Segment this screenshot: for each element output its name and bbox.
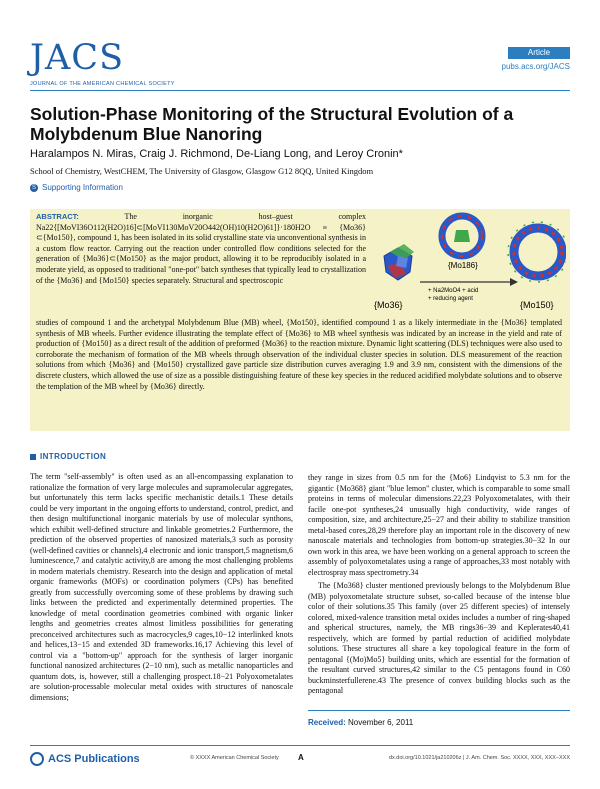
header-divider [30,90,570,91]
mo150-wheel [508,222,566,282]
received-value: November 6, 2011 [348,718,414,727]
section-heading-label: INTRODUCTION [40,452,107,461]
figure-arrow-text-2: + reducing agent [428,296,473,302]
intro-paragraph-1: The term "self-assembly" is often used as an all-encompassing explanation to rationalize the formation of very large molecules and supramolecular aggregates, but unfortunately this term lacks specific mechanistic details.1 These details could be very important in the ongoing efforts to understand, control, predict, and then design multifunctional inorganic materials by use of molecular synthons, which exhibit well-defined structure and linkable geometries.2 Furthermore, the prediction of the observed properties of nanosized materials,3 such as porosity (well-defined cavities or channels),4 electronic and ionic transport,5 magnetism,6 luminescence,7 and catalytic activity,8 are among the most challenging problems in modern materials chemistry. Research into the design and application of metal organic frameworks (MOFs) or coordination polymers (CPs) has benefited greatly from successfully overcoming some of these problems by drawing such links between the predicted and experimentally determined properties. The knowledge of metal coordination geometries combined with organic linker lengths and geometries creates almost limitless possibilities for generating preconceived architectures such as macrocycles,9 cages,10−12 interlinked knots and helices,13−15 and extended 3D frameworks.16,17 Achieving this level of control via a "bottom-up" approach for the synthesis of larger inorganic functional nanosized architectures (2−10 nm), such as metallic nanoparticles and quantum dots, is, however, still a challenging prospect.18−21 Polyoxometalates are solution-processable molecular metal oxides with structures of nanoscale dimensions; [30,472,293,702]
article-type-tag: Article [508,47,570,59]
journal-logo: JACS [30,38,125,78]
toc-graphic [370,212,566,314]
affiliation: School of Chemistry, WestCHEM, The University of Glasgow, Glasgow G12 8QQ, United Kingdom [30,166,374,176]
supporting-info-label: Supporting Information [42,183,123,192]
intro-paragraph-right-2: The {Mo368} cluster mentioned previously belongs to the Molybdenum Blue (MB) polyoxometalate structure subset, so-called because of the intense blue color of their solutions.35 This family (over 25 different species) of intensely colored, mixed-valence transition metal oxides includes a number of ring-shaped and spherical structures, namely, the MB rings36−39 and Keplerates40,41 respectively, which are formed by partial reduction of acidified molybdate solutions. These structures all share a key topological feature in the form of pentagonal {(Mo)Mo5} building units, which are essential for the formation of the resultant curved structures,42 similar to the C5 pentagons found in C60 buckminsterfullerene.43 The presence of convex building blocks such as the pentagonal [308,581,570,695]
intro-paragraph-right-1: they range in sizes from 0.5 nm for the {Mo6} Lindqvist to 5.3 nm for the gigantic {Mo368} giant "blue lemon" cluster, which is comparable to some small proteins in terms of molecular dimensions.22,23 Polyoxometalates, with their facile one-pot syntheses,24 unusually high conductivity, wide ranges of composition, size, and architecture,25−27 and their ability to stabilize transition metal-based cores,28,29 therefore play an important role in the discovery of new nanoscale materials and technologies from bottom-up strategies.30−32 In our own work in this area, we have been working on a general approach to screen the assembly of polyoxometalates using a range of approaches,33 most notably with electrospray mass spectrometry.34 [308,473,570,577]
received-label: Received: [308,718,346,727]
section-heading-introduction [30,452,106,461]
figure-arrow-text-1: + Na2MoO4 + acid [428,288,479,294]
abstract-text-bottom: studies of compound 1 and the archetypal Molybdenum Blue (MB) wheel, {Mo150}, identified compound 1 as a likely intermediate in the {Mo36} templated synthesis of MB wheels. Further evidence illustrating the template effect of {Mo36} to MB wheel synthesis was indicated by an increase in the yield and rate of production of {Mo150} as a direct result of the addition of preformed {Mo36} to the reaction mixture. Dynamic light scattering (DLS) techniques were also used to corroborate the mechanism of formation of the MB wheels through observation of the individual cluster species in solution. DLS measurement of the reaction solutions from which {Mo36} and {Mo150} crystallized gave particle size distribution curves averaging 1.9 and 3.9 nm, consistent with the dimensions of the discrete clusters, which allowed the use of size as a possible distinguishing feature of these key species in the reduced acidified molybdate solutions and to observe the templation of the MB wheel by {Mo36} directly. [36,318,562,391]
copyright-notice: © XXXX American Chemical Society [190,755,279,761]
abstract-label: ABSTRACT: [36,212,79,221]
abstract-text-top [36,212,366,286]
acs-publications-logo [30,752,140,766]
page-number: A [298,753,304,762]
paper-title: Solution-Phase Monitoring of the Structural Evolution of a Molybdenum Blue Nanoring [30,104,514,144]
received-divider [308,710,570,711]
supporting-info-link[interactable] [30,183,123,192]
publisher-name: ACS Publications [48,753,140,765]
figure-label-mo36: {Mo36} [374,300,403,310]
journal-website-link[interactable]: pubs.acs.org/JACS [501,62,570,71]
journal-full-name: JOURNAL OF THE AMERICAN CHEMICAL SOCIETY [30,81,175,87]
supporting-info-icon: S [31,184,36,191]
author-list: Haralampos N. Miras, Craig J. Richmond, De-Liang Long, and Leroy Cronin* [30,148,403,160]
intro-left-column [30,472,293,703]
intro-right-column [308,473,570,697]
figure-label-mo150: {Mo150} [520,300,554,310]
mo36-cluster [384,244,414,280]
abstract-body-top: The inorganic host–guest complex Na22{[MoVI36O112(H2O)16]⊂[MoVI130MoV20O442(OH)10(H2O)61]}·180H2O ≡ {Mo36}⊂{Mo150}, compound 1, has been isolated in its solid crystalline state via unconventional synthesis in a custom flow reactor. Carrying out the reaction under controlled flow conditions selected for the generation of {Mo36}⊂{Mo150} as the major product, allowing it to be reproducibly isolated in a moderate yield, as opposed to traditional "one-pot" batch syntheses that typically lead to crystallization of the {Mo36} and {Mo150} species separately. Structural and spectroscopic [36,212,366,285]
mo186-wheel [442,216,482,256]
footer-divider [30,745,570,746]
section-bullet-icon [30,454,36,460]
figure-label-mo186: {Mo186} [448,261,478,270]
reaction-arrowhead [510,278,518,286]
acs-logo-icon [30,752,44,766]
received-date [308,718,413,727]
doi-citation[interactable]: dx.doi.org/10.1021/ja210206z | J. Am. Chem. Soc. XXXX, XXX, XXX−XXX [388,755,570,761]
